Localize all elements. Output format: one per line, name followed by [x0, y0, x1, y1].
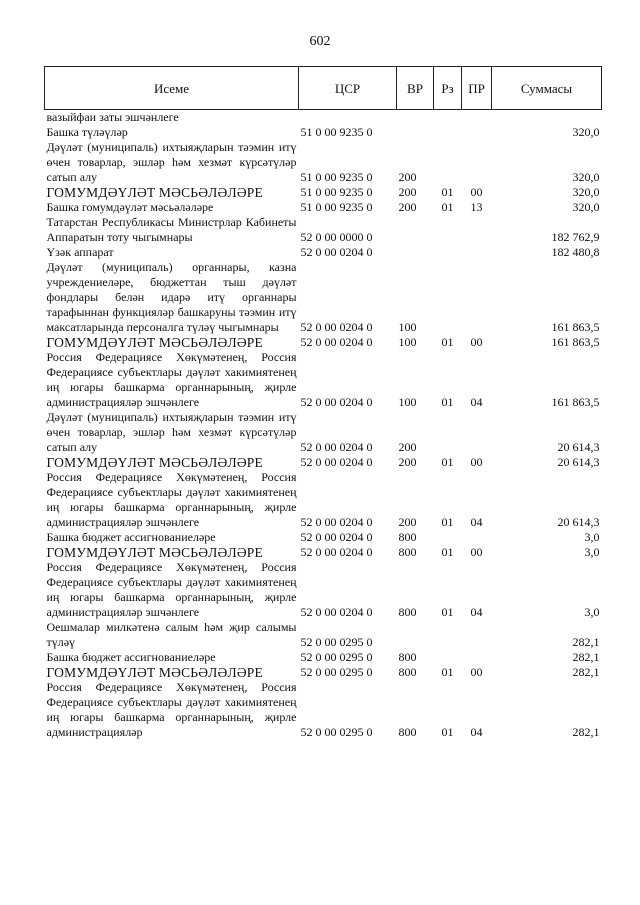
cell-sum: 282,1 [572, 725, 600, 739]
cell-vr [397, 125, 434, 140]
cell-csr: 52 0 00 0204 0 [300, 530, 373, 544]
cell-pr [462, 245, 492, 260]
cell-sum: 20 614,3 [557, 515, 600, 529]
cell-rz [434, 245, 462, 260]
cell-rz [434, 620, 462, 650]
cell-name: Дәүләт (муниципаль) ихтыяҗларын тәэмин итү өчен товарлар, эшләр һәм хезмәт күрсәтүләр сатып алу [46, 410, 297, 454]
cell-rz: 01 [441, 605, 454, 619]
header-sum: Суммасы [492, 67, 602, 110]
cell-csr: 52 0 00 0204 0 [300, 395, 373, 409]
cell-vr: 100 [398, 320, 417, 334]
cell-pr: 00 [470, 335, 483, 349]
cell-rz: 01 [441, 515, 454, 529]
cell-vr: 800 [398, 650, 417, 664]
cell-sum: 320,0 [572, 125, 600, 139]
cell-vr: 800 [398, 530, 417, 544]
cell-vr: 800 [398, 605, 417, 619]
cell-rz: 01 [441, 200, 454, 214]
cell-pr [462, 125, 492, 140]
cell-vr: 800 [398, 545, 417, 559]
cell-name: Башка бюджет ассигнованиеләре [46, 650, 216, 664]
table-row [45, 350, 602, 410]
cell-name: Оешмалар милкәтенә салым һәм җир салымы түләү [46, 620, 297, 649]
cell-pr: 00 [470, 665, 483, 679]
cell-pr: 00 [470, 545, 483, 559]
cell-vr: 200 [398, 455, 417, 469]
cell-csr: 51 0 00 9235 0 [300, 170, 373, 184]
cell-rz [434, 410, 462, 455]
table-row [45, 530, 602, 545]
cell-vr: 200 [398, 170, 417, 184]
cell-name: ГОМУМДӘҮЛӘТ МӘСЬӘЛӘЛӘРЕ [46, 665, 263, 680]
table-row [45, 260, 602, 335]
cell-rz [434, 530, 462, 545]
cell-csr: 52 0 00 0204 0 [300, 335, 373, 349]
table-row [45, 110, 602, 126]
cell-sum: 20 614,3 [557, 440, 600, 454]
cell-sum: 161 863,5 [551, 335, 600, 349]
table-row [45, 665, 602, 680]
cell-vr: 100 [398, 395, 417, 409]
cell-csr: 52 0 00 0295 0 [300, 635, 373, 649]
header-name: Исеме [45, 67, 299, 110]
cell-vr [397, 110, 434, 126]
cell-vr [397, 620, 434, 650]
cell-csr: 52 0 00 0204 0 [300, 605, 373, 619]
cell-sum: 20 614,3 [557, 455, 600, 469]
cell-csr: 52 0 00 0295 0 [300, 650, 373, 664]
cell-rz [434, 650, 462, 665]
cell-vr: 200 [398, 515, 417, 529]
cell-pr [462, 140, 492, 185]
cell-vr: 200 [398, 440, 417, 454]
cell-name: Башка түләүләр [46, 125, 128, 139]
cell-pr: 00 [470, 185, 483, 199]
budget-table [44, 66, 602, 740]
table-row [45, 200, 602, 215]
cell-pr: 04 [470, 515, 483, 529]
cell-name: Россия Федерациясе Хөкүмәтенең, Россия Федерациясе субъектлары дәүләт хакимиятенең иң югары башкарма органнарының, җирле администрацияләр эшчәнлеге [46, 470, 297, 529]
cell-name: Башка гомумдәүләт мәсьәләләре [46, 200, 214, 214]
table-row [45, 245, 602, 260]
cell-vr: 100 [398, 335, 417, 349]
cell-sum [492, 110, 602, 126]
table-row [45, 680, 602, 740]
cell-sum: 282,1 [572, 665, 600, 679]
cell-pr [462, 110, 492, 126]
header-vr: ВР [397, 67, 434, 110]
cell-csr: 52 0 00 0204 0 [300, 440, 373, 454]
cell-csr: 52 0 00 0204 0 [300, 545, 373, 559]
cell-csr: 52 0 00 0295 0 [300, 725, 373, 739]
cell-name: вазыйфаи заты эшчәнлеге [46, 110, 179, 124]
cell-csr: 52 0 00 0204 0 [300, 455, 373, 469]
cell-csr: 52 0 00 0000 0 [300, 230, 373, 244]
cell-sum: 182 480,8 [551, 245, 600, 259]
table-row [45, 140, 602, 185]
cell-pr [462, 650, 492, 665]
cell-name: Башка бюджет ассигнованиеләре [46, 530, 216, 544]
table-row [45, 185, 602, 200]
cell-csr: 52 0 00 0204 0 [300, 245, 373, 259]
header-csr: ЦСР [299, 67, 397, 110]
cell-name: Үзәк аппарат [46, 245, 114, 259]
table-header-row [45, 67, 602, 110]
cell-vr: 800 [398, 665, 417, 679]
table-row [45, 215, 602, 245]
cell-rz: 01 [441, 335, 454, 349]
cell-name: Татарстан Республикасы Министрлар Кабинеты Аппаратын тоту чыгымнары [46, 215, 297, 244]
cell-pr [462, 530, 492, 545]
cell-vr [397, 215, 434, 245]
cell-vr: 200 [398, 185, 417, 199]
cell-pr [462, 620, 492, 650]
table-row [45, 650, 602, 665]
cell-name: Россия Федерациясе Хөкүмәтенең, Россия Федерациясе субъектлары дәүләт хакимиятенең иң югары башкарма органнарының, җирле администрацияләр эшчәнлеге [46, 560, 297, 619]
table-row [45, 410, 602, 455]
cell-sum: 282,1 [572, 650, 600, 664]
header-rz: Рз [434, 67, 462, 110]
table-row [45, 620, 602, 650]
cell-rz: 01 [441, 395, 454, 409]
cell-csr [299, 110, 397, 126]
cell-sum: 282,1 [572, 635, 600, 649]
cell-sum: 3,0 [584, 605, 600, 619]
cell-pr: 04 [470, 395, 483, 409]
cell-sum: 182 762,9 [551, 230, 600, 244]
cell-rz: 01 [441, 185, 454, 199]
table-row [45, 560, 602, 620]
table-row [45, 545, 602, 560]
cell-vr: 800 [398, 725, 417, 739]
cell-rz [434, 110, 462, 126]
cell-pr: 04 [470, 605, 483, 619]
page-number: 602 [309, 34, 331, 49]
cell-csr: 51 0 00 9235 0 [300, 125, 373, 139]
cell-pr: 04 [470, 725, 483, 739]
cell-vr: 200 [398, 200, 417, 214]
cell-name: Россия Федерациясе Хөкүмәтенең, Россия Федерациясе субъектлары дәүләт хакимиятенең иң югары башкарма органнарының, җирле администрацияләр эшчәнлеге [46, 350, 297, 409]
cell-sum: 320,0 [572, 170, 600, 184]
header-pr: ПР [462, 67, 492, 110]
cell-name: Дәүләт (муниципаль) органнары, казна учреждениеләре, бюджеттан тыш дәүләт фондлары белән идарә итү органнары тарафыннан функцияләр башкаруны тәэмин итү максатларында персоналга түләү чыгымнары [46, 260, 297, 334]
cell-name: ГОМУМДӘҮЛӘТ МӘСЬӘЛӘЛӘРЕ [46, 545, 263, 560]
cell-sum: 320,0 [572, 185, 600, 199]
table-row [45, 335, 602, 350]
cell-pr [462, 260, 492, 335]
cell-rz [434, 215, 462, 245]
cell-rz [434, 140, 462, 185]
cell-rz: 01 [441, 455, 454, 469]
cell-csr: 51 0 00 9235 0 [300, 185, 373, 199]
cell-pr [462, 410, 492, 455]
cell-sum: 3,0 [584, 530, 600, 544]
table-row [45, 125, 602, 140]
cell-pr: 13 [470, 200, 483, 214]
cell-sum: 320,0 [572, 200, 600, 214]
cell-sum: 161 863,5 [551, 395, 600, 409]
table-body [45, 110, 602, 741]
cell-name: ГОМУМДӘҮЛӘТ МӘСЬӘЛӘЛӘРЕ [46, 335, 263, 350]
cell-rz: 01 [441, 665, 454, 679]
cell-sum: 3,0 [584, 545, 600, 559]
table-row [45, 455, 602, 470]
cell-csr: 51 0 00 9235 0 [300, 200, 373, 214]
cell-name: Дәүләт (муниципаль) ихтыяҗларын тәэмин итү өчен товарлар, эшләр һәм хезмәт күрсәтүләр сатып алу [46, 140, 297, 184]
cell-name: ГОМУМДӘҮЛӘТ МӘСЬӘЛӘЛӘРЕ [46, 185, 263, 200]
cell-name: ГОМУМДӘҮЛӘТ МӘСЬӘЛӘЛӘРЕ [46, 455, 263, 470]
cell-pr: 00 [470, 455, 483, 469]
cell-rz: 01 [441, 545, 454, 559]
cell-csr: 52 0 00 0204 0 [300, 515, 373, 529]
cell-csr: 52 0 00 0204 0 [300, 320, 373, 334]
cell-rz [434, 125, 462, 140]
cell-csr: 52 0 00 0295 0 [300, 665, 373, 679]
cell-name: Россия Федерациясе Хөкүмәтенең, Россия Федерациясе субъектлары дәүләт хакимиятенең иң югары башкарма органнарының, җирле администрацияләр [46, 680, 297, 739]
cell-sum: 161 863,5 [551, 320, 600, 334]
cell-pr [462, 215, 492, 245]
table-row [45, 470, 602, 530]
cell-rz [434, 260, 462, 335]
cell-rz: 01 [441, 725, 454, 739]
cell-vr [397, 245, 434, 260]
